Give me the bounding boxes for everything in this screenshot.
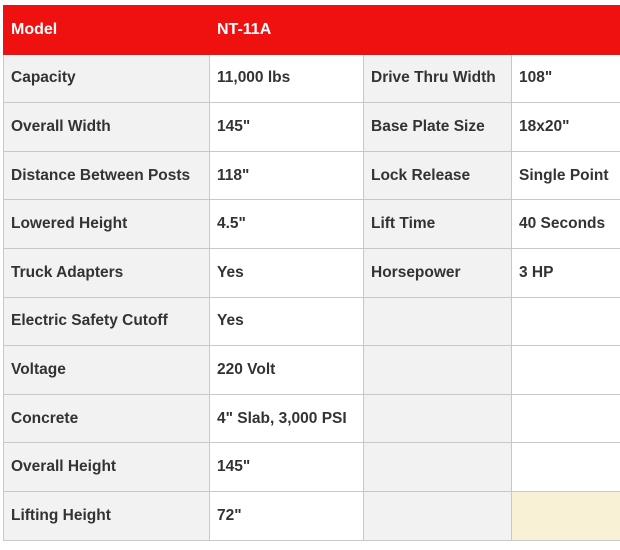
spec-label-left: Overall Height [4, 443, 210, 492]
spec-value-right: 108" [512, 54, 620, 103]
spec-value-right: 18x20" [512, 103, 620, 152]
spec-label-right [364, 443, 512, 492]
table-row [4, 200, 620, 249]
spec-table [3, 5, 620, 541]
spec-label-left: Electric Safety Cutoff [4, 297, 210, 346]
spec-value-right [512, 443, 620, 492]
spec-value-right: 40 Seconds [512, 200, 620, 249]
table-row [4, 346, 620, 395]
spec-label-left: Truck Adapters [4, 248, 210, 297]
spec-value-right: 3 HP [512, 248, 620, 297]
spec-value-left: Yes [210, 248, 364, 297]
table-row [4, 248, 620, 297]
spec-label-right: Drive Thru Width [364, 54, 512, 103]
table-row [4, 54, 620, 103]
spec-label-right: Horsepower [364, 248, 512, 297]
table-row [4, 151, 620, 200]
spec-value-left: 72" [210, 491, 364, 540]
spec-label-right [364, 491, 512, 540]
header-cell [364, 6, 512, 55]
spec-value-left: 145" [210, 443, 364, 492]
spec-label-left: Overall Width [4, 103, 210, 152]
spec-label-right: Lift Time [364, 200, 512, 249]
spec-label-left: Concrete [4, 394, 210, 443]
spec-label-left: Capacity [4, 54, 210, 103]
spec-value-left: 220 Volt [210, 346, 364, 395]
spec-table-body [4, 6, 620, 541]
spec-label-right [364, 297, 512, 346]
table-row [4, 491, 620, 540]
spec-label-left: Voltage [4, 346, 210, 395]
table-row [4, 103, 620, 152]
header-model-value: NT-11A [210, 6, 364, 55]
table-row [4, 394, 620, 443]
spec-value-left: 145" [210, 103, 364, 152]
header-model-label: Model [4, 6, 210, 55]
table-header-row [4, 6, 620, 55]
spec-label-left: Lifting Height [4, 491, 210, 540]
spec-value-left: 118" [210, 151, 364, 200]
spec-label-right: Base Plate Size [364, 103, 512, 152]
table-row [4, 443, 620, 492]
spec-value-right [512, 346, 620, 395]
spec-value-right [512, 394, 620, 443]
spec-label-left: Lowered Height [4, 200, 210, 249]
spec-value-left: 4.5" [210, 200, 364, 249]
spec-label-right [364, 394, 512, 443]
spec-value-left: 11,000 lbs [210, 54, 364, 103]
spec-value-left: Yes [210, 297, 364, 346]
table-row [4, 297, 620, 346]
spec-label-right: Lock Release [364, 151, 512, 200]
spec-value-right: Single Point [512, 151, 620, 200]
header-cell [512, 6, 620, 55]
spec-value-right [512, 491, 620, 540]
spec-label-left: Distance Between Posts [4, 151, 210, 200]
spec-table-container [3, 5, 620, 545]
spec-value-left: 4" Slab, 3,000 PSI [210, 394, 364, 443]
spec-label-right [364, 346, 512, 395]
spec-value-right [512, 297, 620, 346]
